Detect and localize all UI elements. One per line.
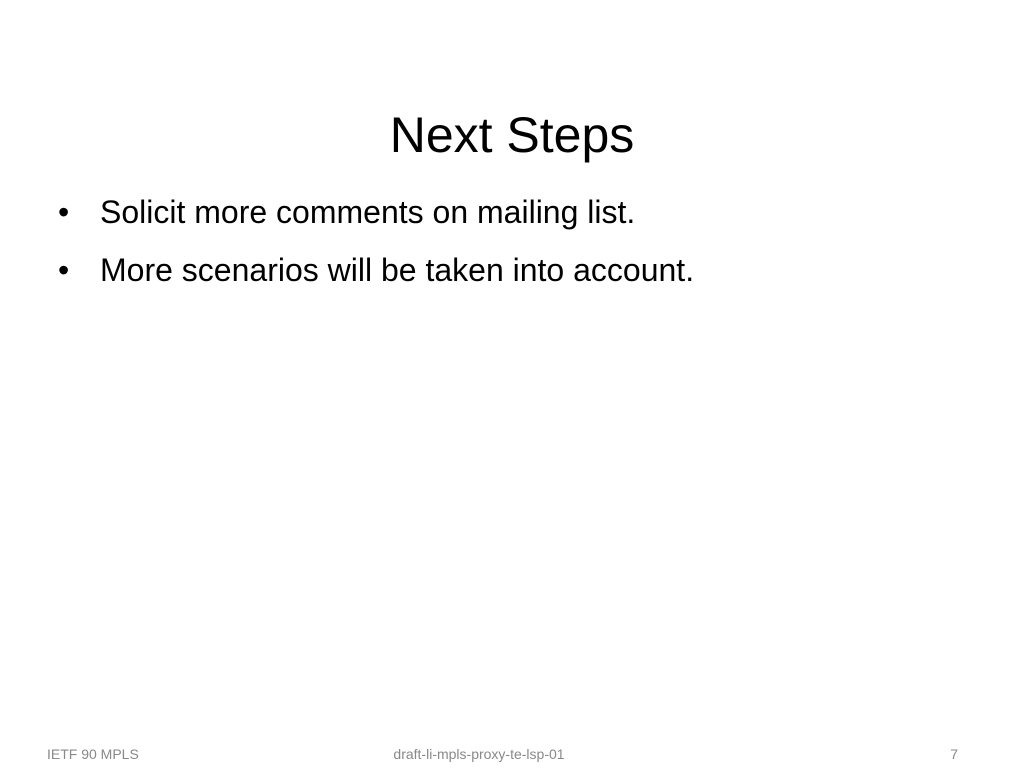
footer-page-number: 7 bbox=[950, 746, 958, 762]
bullet-text: Solicit more comments on mailing list. bbox=[100, 194, 636, 230]
bullet-item bbox=[58, 248, 978, 292]
bullet-list bbox=[58, 190, 978, 306]
footer-draft-name: draft-li-mpls-proxy-te-lsp-01 bbox=[393, 746, 565, 762]
bullet-item bbox=[58, 190, 978, 234]
bullet-icon: • bbox=[58, 252, 70, 288]
bullet-text: More scenarios will be taken into account. bbox=[100, 252, 695, 288]
slide-title: Next Steps bbox=[389, 107, 635, 163]
footer-event: IETF 90 MPLS bbox=[47, 746, 139, 762]
bullet-icon: • bbox=[58, 194, 70, 230]
